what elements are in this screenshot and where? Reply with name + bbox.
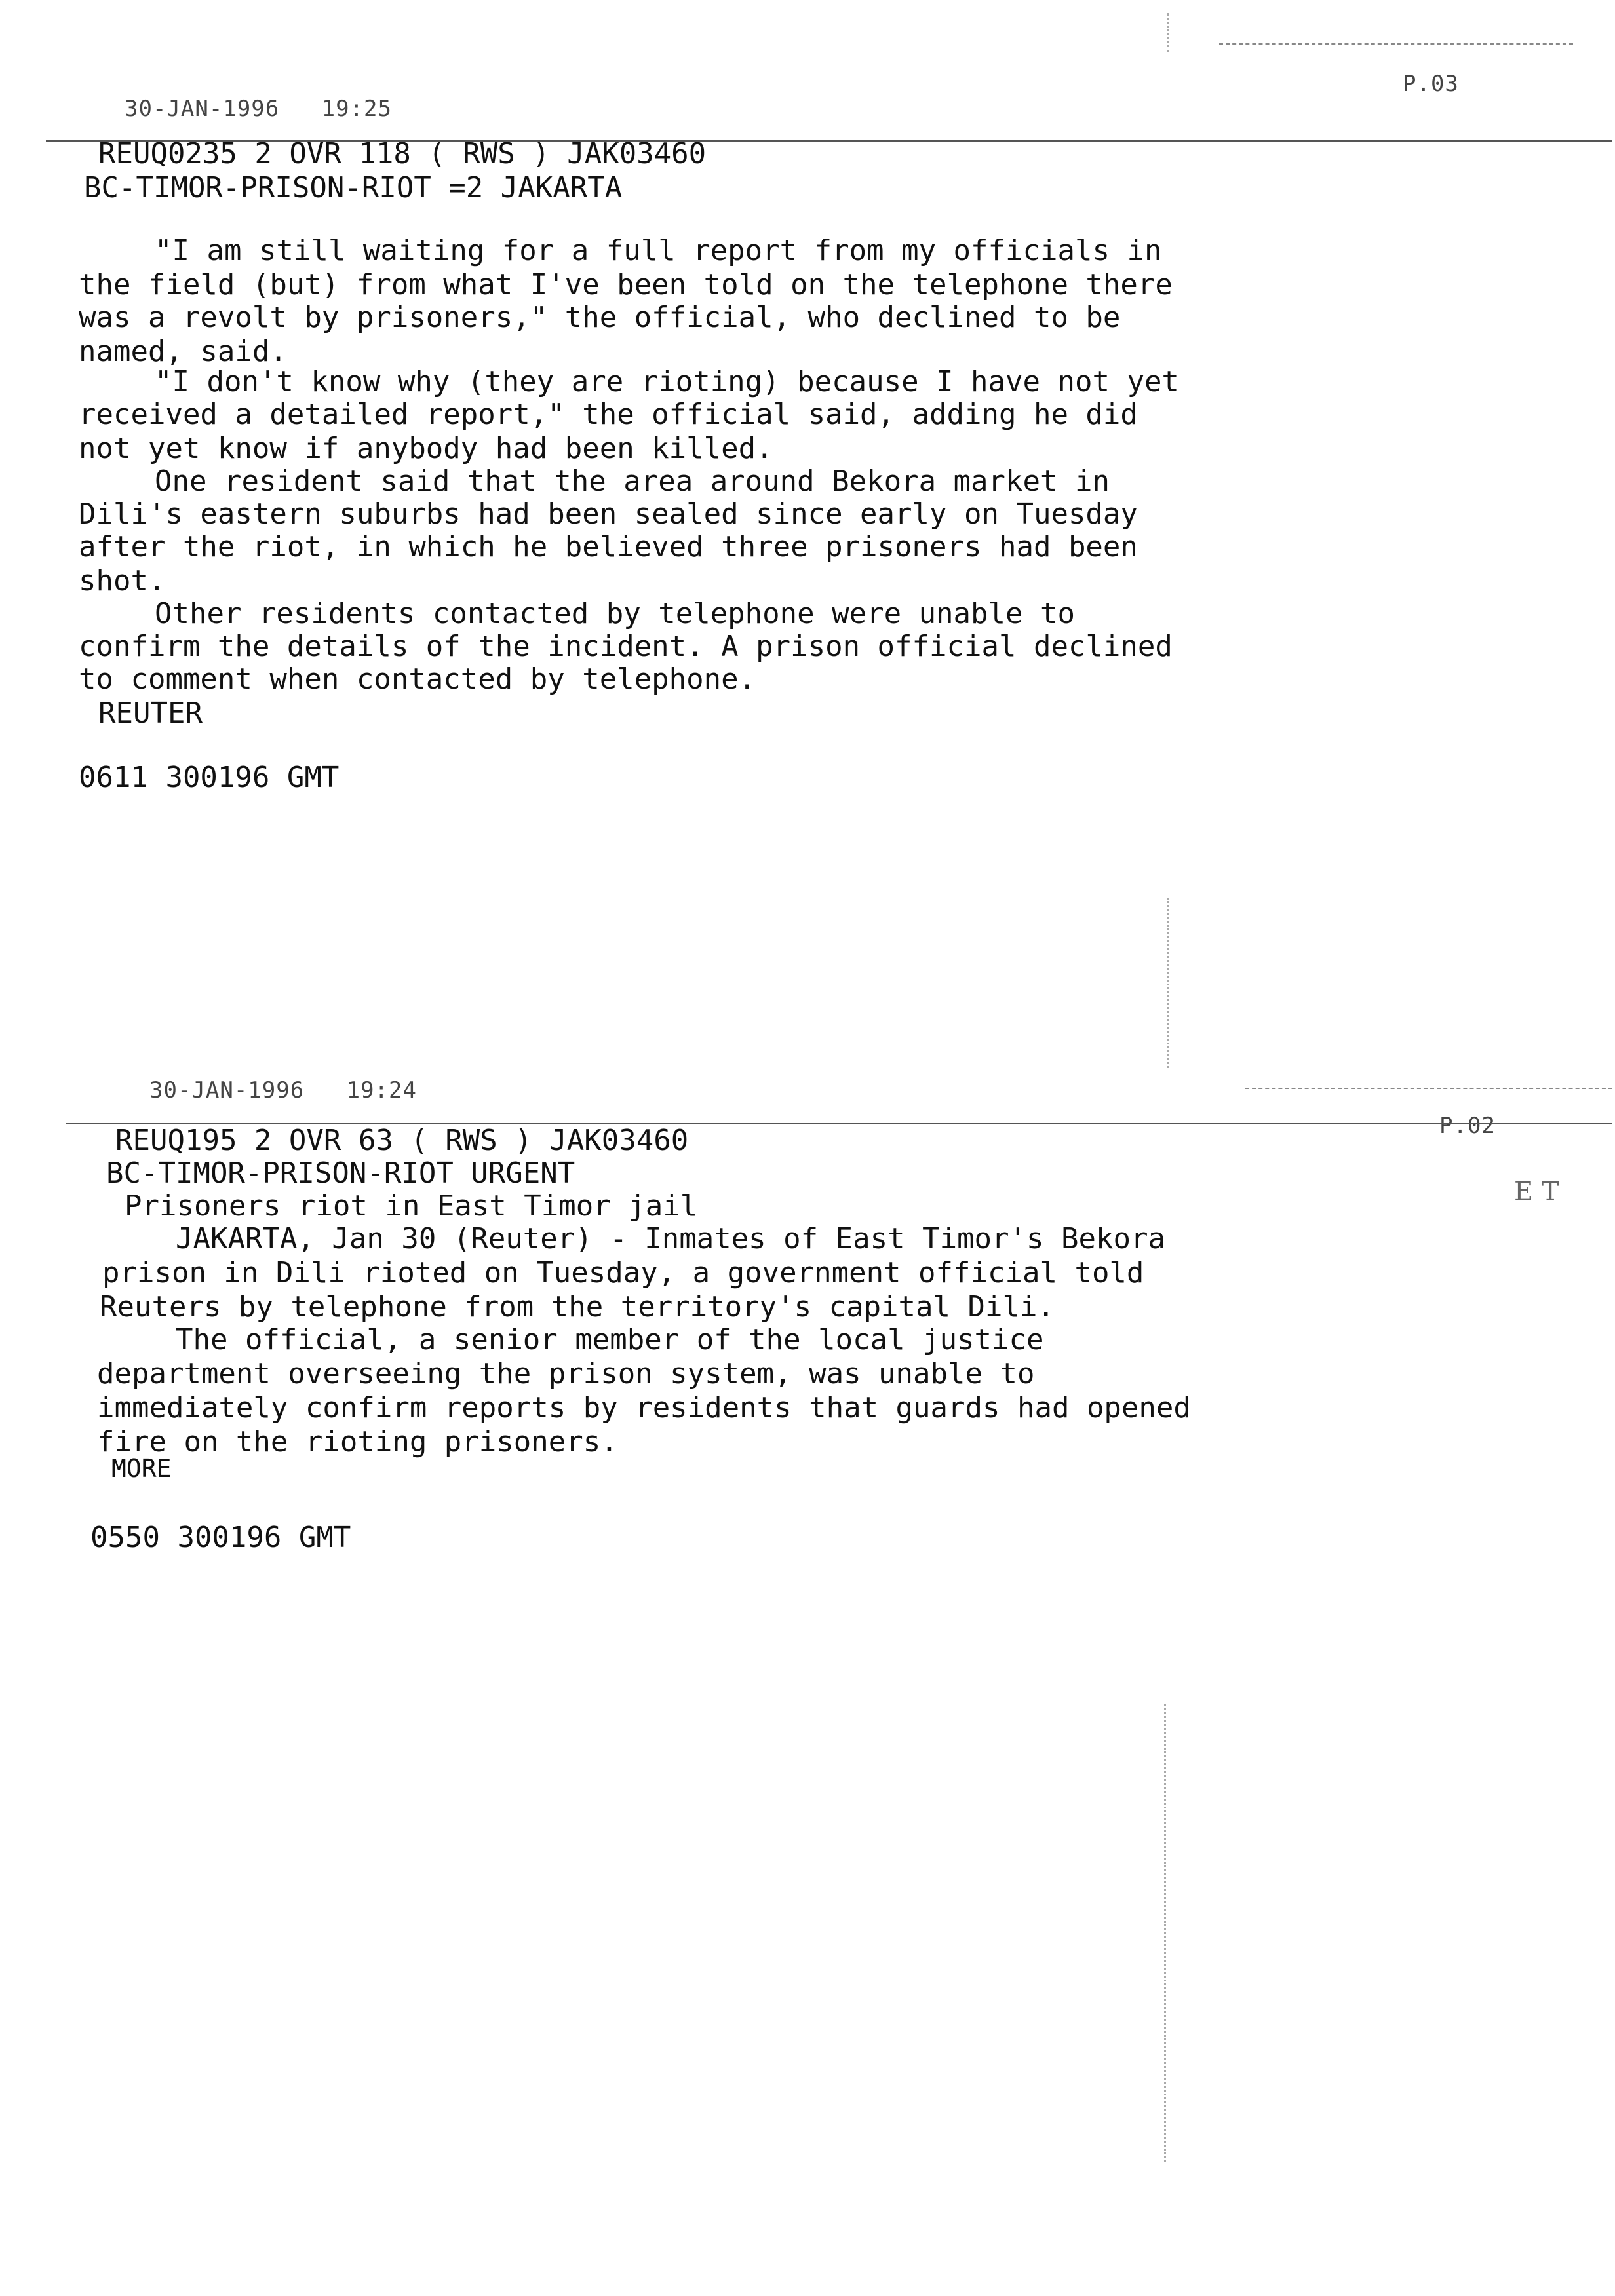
bottom-story-timestamp: 0550 300196 GMT bbox=[90, 1521, 351, 1554]
handwritten-mark: E T bbox=[1514, 1177, 1559, 1207]
top-story-header-line: REUQ0235 2 OVR 118 ( RWS ) JAK03460 bbox=[98, 137, 707, 170]
bottom-dashed-rule bbox=[1245, 1088, 1612, 1089]
top-story-line: "I don't know why (they are rioting) because I have not yet bbox=[155, 365, 1179, 398]
bottom-story-line: prison in Dili rioted on Tuesday, a government official told bbox=[102, 1256, 1144, 1290]
top-fax-date bbox=[125, 96, 392, 122]
bottom-fax-date-text: 30-JAN-1996 bbox=[149, 1077, 305, 1103]
top-story-line: confirm the details of the incident. A prison official declined bbox=[79, 630, 1173, 663]
top-fax-page-number: P.03 bbox=[1403, 71, 1459, 97]
top-story-line: One resident said that the area around Bekora market in bbox=[155, 465, 1110, 498]
top-fax-time-text: 19:25 bbox=[321, 96, 392, 122]
top-dashed-rule bbox=[1219, 43, 1573, 45]
middle-vertical-dots bbox=[1167, 898, 1169, 1068]
bottom-story-line: The official, a senior member of the local justice bbox=[176, 1323, 1044, 1356]
top-story-timestamp: 0611 300196 GMT bbox=[79, 761, 340, 794]
top-story-line: Other residents contacted by telephone were unable to bbox=[155, 597, 1075, 630]
top-story-line: the field (but) from what I've been told on the telephone there bbox=[79, 268, 1173, 301]
bottom-fax-page-number: P.02 bbox=[1439, 1113, 1496, 1139]
top-story-line: was a revolt by prisoners," the official, who declined to be bbox=[79, 301, 1121, 334]
bottom-story-line: JAKARTA, Jan 30 (Reuter) - Inmates of East Timor's Bekora bbox=[176, 1222, 1165, 1255]
top-story-line: Dili's eastern suburbs had been sealed since early on Tuesday bbox=[79, 497, 1138, 531]
top-story-line: named, said. bbox=[79, 335, 287, 368]
top-vertical-dots bbox=[1167, 13, 1169, 52]
bottom-story-slug-line: BC-TIMOR-PRISON-RIOT URGENT bbox=[106, 1157, 575, 1190]
top-fax-date-text: 30-JAN-1996 bbox=[125, 96, 280, 122]
bottom-vertical-dots bbox=[1164, 1704, 1166, 2162]
bottom-story-line: immediately confirm reports by residents that guards had opened bbox=[97, 1391, 1191, 1425]
top-story-line: "I am still waiting for a full report from my officials in bbox=[155, 234, 1162, 267]
top-story-line: not yet know if anybody had been killed. bbox=[79, 432, 773, 465]
bottom-story-signoff: MORE bbox=[111, 1454, 172, 1483]
bottom-story-line: department overseeing the prison system, was unable to bbox=[97, 1357, 1035, 1390]
bottom-story-header-line: REUQ195 2 OVR 63 ( RWS ) JAK03460 bbox=[115, 1124, 689, 1157]
bottom-story-headline: Prisoners riot in East Timor jail bbox=[125, 1189, 698, 1223]
top-story-line: shot. bbox=[79, 564, 166, 598]
bottom-fax-date bbox=[149, 1077, 417, 1103]
top-story-line: received a detailed report," the official said, adding he did bbox=[79, 398, 1138, 431]
top-story-signoff: REUTER bbox=[98, 697, 203, 730]
top-story-line: to comment when contacted by telephone. bbox=[79, 662, 756, 696]
bottom-story-line: fire on the rioting prisoners. bbox=[97, 1425, 618, 1459]
bottom-fax-time-text: 19:24 bbox=[346, 1077, 417, 1103]
top-story-slug-line: BC-TIMOR-PRISON-RIOT =2 JAKARTA bbox=[84, 171, 623, 204]
top-story-line: after the riot, in which he believed three prisoners had been bbox=[79, 530, 1138, 564]
bottom-story-line: Reuters by telephone from the territory's capital Dili. bbox=[100, 1290, 1055, 1324]
